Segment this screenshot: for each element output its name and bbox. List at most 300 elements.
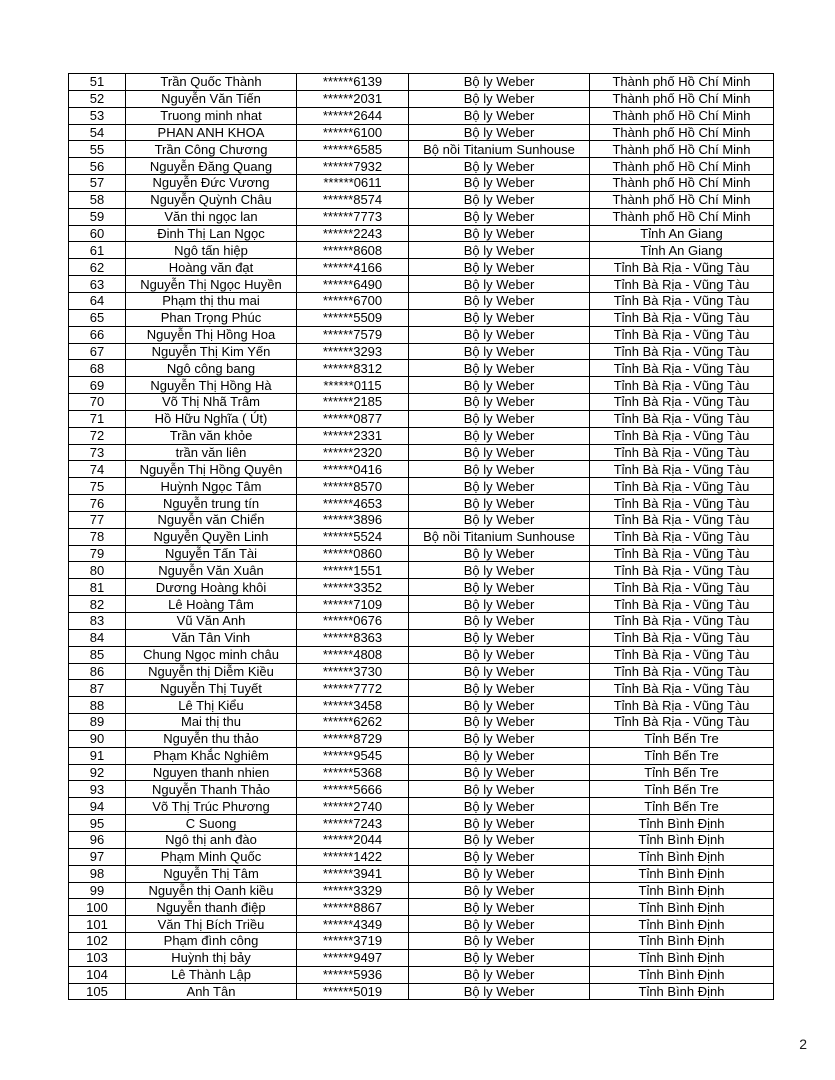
province-cell: Tỉnh Bến Tre — [590, 764, 774, 781]
row-number-cell: 54 — [69, 124, 126, 141]
row-number-cell: 104 — [69, 966, 126, 983]
province-cell: Tỉnh Bà Rịa - Vũng Tàu — [590, 528, 774, 545]
phone-cell: ******2331 — [297, 427, 409, 444]
row-number-cell: 61 — [69, 242, 126, 259]
table-row — [69, 124, 774, 141]
name-cell: Nguyễn Thị Tâm — [126, 865, 297, 882]
prize-cell: Bộ ly Weber — [409, 158, 590, 175]
prize-cell: Bộ ly Weber — [409, 983, 590, 1000]
province-cell: Tỉnh Bến Tre — [590, 798, 774, 815]
phone-cell: ******4653 — [297, 495, 409, 512]
row-number-cell: 57 — [69, 175, 126, 192]
name-cell: Nguyễn Thị Hồng Hà — [126, 377, 297, 394]
prize-cell: Bộ ly Weber — [409, 242, 590, 259]
phone-cell: ******6700 — [297, 292, 409, 309]
phone-cell: ******8363 — [297, 629, 409, 646]
province-cell: Tỉnh Bà Rịa - Vũng Tàu — [590, 377, 774, 394]
province-cell: Tỉnh Bình Định — [590, 865, 774, 882]
province-cell: Tỉnh Bình Định — [590, 966, 774, 983]
row-number-cell: 90 — [69, 730, 126, 747]
phone-cell: ******7773 — [297, 208, 409, 225]
name-cell: Lê Hoàng Tâm — [126, 596, 297, 613]
province-cell: Tỉnh Bà Rịa - Vũng Tàu — [590, 427, 774, 444]
name-cell: Ngô công bang — [126, 360, 297, 377]
table-row — [69, 444, 774, 461]
row-number-cell: 86 — [69, 663, 126, 680]
name-cell: Nguyễn thanh điệp — [126, 899, 297, 916]
province-cell: Thành phố Hồ Chí Minh — [590, 175, 774, 192]
province-cell: Tỉnh Bà Rịa - Vũng Tàu — [590, 613, 774, 630]
prize-cell: Bộ ly Weber — [409, 292, 590, 309]
table-row — [69, 326, 774, 343]
table-row — [69, 343, 774, 360]
phone-cell: ******3896 — [297, 511, 409, 528]
province-cell: Tỉnh Bình Định — [590, 983, 774, 1000]
phone-cell: ******0676 — [297, 613, 409, 630]
row-number-cell: 55 — [69, 141, 126, 158]
name-cell: Chung Ngọc minh châu — [126, 646, 297, 663]
row-number-cell: 51 — [69, 74, 126, 91]
phone-cell: ******8312 — [297, 360, 409, 377]
phone-cell: ******2740 — [297, 798, 409, 815]
row-number-cell: 60 — [69, 225, 126, 242]
phone-cell: ******3293 — [297, 343, 409, 360]
table-row — [69, 225, 774, 242]
phone-cell: ******8570 — [297, 478, 409, 495]
row-number-cell: 58 — [69, 191, 126, 208]
prize-cell: Bộ ly Weber — [409, 831, 590, 848]
name-cell: Dương Hoàng khôi — [126, 579, 297, 596]
name-cell: Trần Quốc Thành — [126, 74, 297, 91]
province-cell: Tỉnh Bến Tre — [590, 781, 774, 798]
row-number-cell: 65 — [69, 309, 126, 326]
phone-cell: ******7932 — [297, 158, 409, 175]
row-number-cell: 100 — [69, 899, 126, 916]
name-cell: Nguyễn Thanh Thảo — [126, 781, 297, 798]
phone-cell: ******2644 — [297, 107, 409, 124]
table-row — [69, 394, 774, 411]
phone-cell: ******1422 — [297, 848, 409, 865]
phone-cell: ******2243 — [297, 225, 409, 242]
phone-cell: ******3329 — [297, 882, 409, 899]
table-row — [69, 74, 774, 91]
table-row — [69, 831, 774, 848]
table-row — [69, 528, 774, 545]
name-cell: Lê Thị Kiểu — [126, 697, 297, 714]
prize-cell: Bộ ly Weber — [409, 899, 590, 916]
table-row — [69, 714, 774, 731]
prize-cell: Bộ ly Weber — [409, 798, 590, 815]
row-number-cell: 103 — [69, 949, 126, 966]
name-cell: Nguyễn thu thảo — [126, 730, 297, 747]
winners-table-body — [69, 74, 774, 1000]
name-cell: C Suong — [126, 815, 297, 832]
winners-table — [68, 73, 774, 1000]
row-number-cell: 96 — [69, 831, 126, 848]
table-row — [69, 865, 774, 882]
name-cell: Lê Thành Lập — [126, 966, 297, 983]
row-number-cell: 75 — [69, 478, 126, 495]
table-row — [69, 141, 774, 158]
prize-cell: Bộ ly Weber — [409, 360, 590, 377]
table-row — [69, 410, 774, 427]
province-cell: Tỉnh Bà Rịa - Vũng Tàu — [590, 410, 774, 427]
table-row — [69, 798, 774, 815]
prize-cell: Bộ ly Weber — [409, 326, 590, 343]
prize-cell: Bộ ly Weber — [409, 90, 590, 107]
province-cell: Thành phố Hồ Chí Minh — [590, 74, 774, 91]
prize-cell: Bộ ly Weber — [409, 697, 590, 714]
name-cell: Nguyễn văn Chiển — [126, 511, 297, 528]
prize-cell: Bộ ly Weber — [409, 848, 590, 865]
table-row — [69, 579, 774, 596]
name-cell: Mai thị thu — [126, 714, 297, 731]
table-row — [69, 966, 774, 983]
row-number-cell: 105 — [69, 983, 126, 1000]
row-number-cell: 95 — [69, 815, 126, 832]
province-cell: Thành phố Hồ Chí Minh — [590, 141, 774, 158]
phone-cell: ******3719 — [297, 933, 409, 950]
row-number-cell: 97 — [69, 848, 126, 865]
name-cell: Nguyễn Đức Vương — [126, 175, 297, 192]
prize-cell: Bộ ly Weber — [409, 410, 590, 427]
prize-cell: Bộ ly Weber — [409, 343, 590, 360]
province-cell: Tỉnh Bình Định — [590, 815, 774, 832]
table-row — [69, 242, 774, 259]
row-number-cell: 93 — [69, 781, 126, 798]
table-row — [69, 478, 774, 495]
name-cell: Truong minh nhat — [126, 107, 297, 124]
phone-cell: ******7579 — [297, 326, 409, 343]
table-row — [69, 680, 774, 697]
phone-cell: ******5666 — [297, 781, 409, 798]
name-cell: Nguyễn Thị Ngọc Huyền — [126, 276, 297, 293]
province-cell: Tỉnh Bà Rịa - Vũng Tàu — [590, 646, 774, 663]
prize-cell: Bộ ly Weber — [409, 394, 590, 411]
prize-cell: Bộ ly Weber — [409, 107, 590, 124]
table-row — [69, 646, 774, 663]
row-number-cell: 76 — [69, 495, 126, 512]
phone-cell: ******6490 — [297, 276, 409, 293]
name-cell: Văn Tân Vinh — [126, 629, 297, 646]
name-cell: Phạm thị thu mai — [126, 292, 297, 309]
name-cell: Nguyễn Thị Kim Yến — [126, 343, 297, 360]
prize-cell: Bộ ly Weber — [409, 427, 590, 444]
phone-cell: ******8867 — [297, 899, 409, 916]
province-cell: Tỉnh Bà Rịa - Vũng Tàu — [590, 596, 774, 613]
table-row — [69, 107, 774, 124]
phone-cell: ******8729 — [297, 730, 409, 747]
row-number-cell: 102 — [69, 933, 126, 950]
name-cell: Nguyễn Văn Xuân — [126, 562, 297, 579]
name-cell: Nguyễn Thị Hồng Quyên — [126, 461, 297, 478]
table-row — [69, 933, 774, 950]
phone-cell: ******5936 — [297, 966, 409, 983]
phone-cell: ******0860 — [297, 545, 409, 562]
table-row — [69, 175, 774, 192]
prize-cell: Bộ ly Weber — [409, 461, 590, 478]
phone-cell: ******2044 — [297, 831, 409, 848]
prize-cell: Bộ ly Weber — [409, 865, 590, 882]
name-cell: Nguyễn Thị Tuyết — [126, 680, 297, 697]
phone-cell: ******1551 — [297, 562, 409, 579]
prize-cell: Bộ ly Weber — [409, 495, 590, 512]
name-cell: trần văn liên — [126, 444, 297, 461]
prize-cell: Bộ ly Weber — [409, 596, 590, 613]
table-row — [69, 815, 774, 832]
table-row — [69, 360, 774, 377]
prize-cell: Bộ nồi Titanium Sunhouse — [409, 528, 590, 545]
row-number-cell: 71 — [69, 410, 126, 427]
province-cell: Tỉnh Bà Rịa - Vũng Tàu — [590, 714, 774, 731]
name-cell: Ngô thị anh đào — [126, 831, 297, 848]
name-cell: Nguyễn Thị Hồng Hoa — [126, 326, 297, 343]
table-row — [69, 764, 774, 781]
prize-cell: Bộ ly Weber — [409, 966, 590, 983]
name-cell: Huỳnh thị bảy — [126, 949, 297, 966]
prize-cell: Bộ ly Weber — [409, 545, 590, 562]
prize-cell: Bộ ly Weber — [409, 764, 590, 781]
phone-cell: ******5368 — [297, 764, 409, 781]
name-cell: Vũ Văn Anh — [126, 613, 297, 630]
phone-cell: ******3730 — [297, 663, 409, 680]
phone-cell: ******0877 — [297, 410, 409, 427]
province-cell: Tỉnh Bà Rịa - Vũng Tàu — [590, 444, 774, 461]
province-cell: Tỉnh Bà Rịa - Vũng Tàu — [590, 680, 774, 697]
province-cell: Tỉnh Bà Rịa - Vũng Tàu — [590, 292, 774, 309]
table-row — [69, 461, 774, 478]
prize-cell: Bộ ly Weber — [409, 781, 590, 798]
table-row — [69, 916, 774, 933]
phone-cell: ******6262 — [297, 714, 409, 731]
phone-cell: ******4349 — [297, 916, 409, 933]
table-row — [69, 629, 774, 646]
row-number-cell: 59 — [69, 208, 126, 225]
name-cell: Nguyễn thị Diễm Kiều — [126, 663, 297, 680]
province-cell: Tỉnh Bà Rịa - Vũng Tàu — [590, 495, 774, 512]
phone-cell: ******5524 — [297, 528, 409, 545]
phone-cell: ******7772 — [297, 680, 409, 697]
table-row — [69, 427, 774, 444]
prize-cell: Bộ ly Weber — [409, 629, 590, 646]
prize-cell: Bộ ly Weber — [409, 478, 590, 495]
prize-cell: Bộ ly Weber — [409, 208, 590, 225]
province-cell: Tỉnh Bà Rịa - Vũng Tàu — [590, 511, 774, 528]
province-cell: Thành phố Hồ Chí Minh — [590, 208, 774, 225]
table-row — [69, 781, 774, 798]
province-cell: Tỉnh Bình Định — [590, 848, 774, 865]
phone-cell: ******9545 — [297, 747, 409, 764]
phone-cell: ******8574 — [297, 191, 409, 208]
row-number-cell: 53 — [69, 107, 126, 124]
table-row — [69, 158, 774, 175]
table-row — [69, 495, 774, 512]
province-cell: Tỉnh Bà Rịa - Vũng Tàu — [590, 478, 774, 495]
row-number-cell: 89 — [69, 714, 126, 731]
row-number-cell: 99 — [69, 882, 126, 899]
table-row — [69, 730, 774, 747]
row-number-cell: 83 — [69, 613, 126, 630]
name-cell: Trần Công Chương — [126, 141, 297, 158]
prize-cell: Bộ ly Weber — [409, 815, 590, 832]
table-row — [69, 596, 774, 613]
prize-cell: Bộ ly Weber — [409, 933, 590, 950]
table-row — [69, 983, 774, 1000]
row-number-cell: 66 — [69, 326, 126, 343]
prize-cell: Bộ ly Weber — [409, 916, 590, 933]
row-number-cell: 98 — [69, 865, 126, 882]
row-number-cell: 88 — [69, 697, 126, 714]
province-cell: Thành phố Hồ Chí Minh — [590, 191, 774, 208]
row-number-cell: 94 — [69, 798, 126, 815]
prize-cell: Bộ ly Weber — [409, 276, 590, 293]
name-cell: Hồ Hữu Nghĩa ( Út) — [126, 410, 297, 427]
phone-cell: ******6100 — [297, 124, 409, 141]
prize-cell: Bộ ly Weber — [409, 309, 590, 326]
table-row — [69, 613, 774, 630]
page-number: 2 — [799, 1036, 807, 1052]
phone-cell: ******6139 — [297, 74, 409, 91]
table-row — [69, 848, 774, 865]
table-row — [69, 511, 774, 528]
name-cell: Võ Thị Trúc Phương — [126, 798, 297, 815]
row-number-cell: 52 — [69, 90, 126, 107]
row-number-cell: 67 — [69, 343, 126, 360]
name-cell: Nguyễn Tấn Tài — [126, 545, 297, 562]
row-number-cell: 74 — [69, 461, 126, 478]
row-number-cell: 91 — [69, 747, 126, 764]
province-cell: Tỉnh Bà Rịa - Vũng Tàu — [590, 360, 774, 377]
province-cell: Tỉnh Bà Rịa - Vũng Tàu — [590, 394, 774, 411]
table-row — [69, 208, 774, 225]
row-number-cell: 69 — [69, 377, 126, 394]
table-row — [69, 292, 774, 309]
name-cell: Trần văn khỏe — [126, 427, 297, 444]
name-cell: Văn Thị Bích Triều — [126, 916, 297, 933]
name-cell: Đinh Thị Lan Ngọc — [126, 225, 297, 242]
province-cell: Tỉnh Bà Rịa - Vũng Tàu — [590, 545, 774, 562]
prize-cell: Bộ ly Weber — [409, 730, 590, 747]
table-row — [69, 90, 774, 107]
name-cell: Hoàng văn đạt — [126, 259, 297, 276]
phone-cell: ******5509 — [297, 309, 409, 326]
table-row — [69, 949, 774, 966]
name-cell: Nguyễn thị Oanh kiều — [126, 882, 297, 899]
table-row — [69, 377, 774, 394]
phone-cell: ******2031 — [297, 90, 409, 107]
prize-cell: Bộ ly Weber — [409, 663, 590, 680]
province-cell: Tỉnh Bình Định — [590, 899, 774, 916]
province-cell: Tỉnh Bến Tre — [590, 730, 774, 747]
phone-cell: ******4166 — [297, 259, 409, 276]
province-cell: Thành phố Hồ Chí Minh — [590, 107, 774, 124]
row-number-cell: 85 — [69, 646, 126, 663]
province-cell: Tỉnh Bà Rịa - Vũng Tàu — [590, 579, 774, 596]
row-number-cell: 73 — [69, 444, 126, 461]
name-cell: Phạm Khắc Nghiêm — [126, 747, 297, 764]
prize-cell: Bộ ly Weber — [409, 747, 590, 764]
name-cell: Phạm đình công — [126, 933, 297, 950]
name-cell: Nguyễn Quỳnh Châu — [126, 191, 297, 208]
name-cell: Văn thi ngọc lan — [126, 208, 297, 225]
prize-cell: Bộ ly Weber — [409, 225, 590, 242]
province-cell: Tỉnh Bình Định — [590, 882, 774, 899]
prize-cell: Bộ ly Weber — [409, 259, 590, 276]
phone-cell: ******7109 — [297, 596, 409, 613]
row-number-cell: 79 — [69, 545, 126, 562]
prize-cell: Bộ ly Weber — [409, 444, 590, 461]
phone-cell: ******0416 — [297, 461, 409, 478]
province-cell: Tỉnh Bà Rịa - Vũng Tàu — [590, 343, 774, 360]
row-number-cell: 101 — [69, 916, 126, 933]
prize-cell: Bộ ly Weber — [409, 882, 590, 899]
name-cell: Anh Tân — [126, 983, 297, 1000]
phone-cell: ******9497 — [297, 949, 409, 966]
phone-cell: ******3941 — [297, 865, 409, 882]
table-row — [69, 747, 774, 764]
name-cell: Phan Trọng Phúc — [126, 309, 297, 326]
prize-cell: Bộ ly Weber — [409, 511, 590, 528]
prize-cell: Bộ ly Weber — [409, 949, 590, 966]
prize-cell: Bộ ly Weber — [409, 562, 590, 579]
name-cell: Phạm Minh Quốc — [126, 848, 297, 865]
name-cell: Nguyễn trung tín — [126, 495, 297, 512]
table-row — [69, 899, 774, 916]
row-number-cell: 87 — [69, 680, 126, 697]
phone-cell: ******3458 — [297, 697, 409, 714]
prize-cell: Bộ ly Weber — [409, 74, 590, 91]
row-number-cell: 84 — [69, 629, 126, 646]
province-cell: Tỉnh Bà Rịa - Vũng Tàu — [590, 562, 774, 579]
province-cell: Tỉnh Bà Rịa - Vũng Tàu — [590, 309, 774, 326]
province-cell: Tỉnh Bà Rịa - Vũng Tàu — [590, 697, 774, 714]
prize-cell: Bộ ly Weber — [409, 646, 590, 663]
phone-cell: ******4808 — [297, 646, 409, 663]
row-number-cell: 68 — [69, 360, 126, 377]
row-number-cell: 72 — [69, 427, 126, 444]
name-cell: Huỳnh Ngọc Tâm — [126, 478, 297, 495]
table-row — [69, 276, 774, 293]
prize-cell: Bộ ly Weber — [409, 175, 590, 192]
row-number-cell: 78 — [69, 528, 126, 545]
table-row — [69, 309, 774, 326]
prize-cell: Bộ ly Weber — [409, 377, 590, 394]
province-cell: Tỉnh Bình Định — [590, 949, 774, 966]
row-number-cell: 63 — [69, 276, 126, 293]
table-row — [69, 259, 774, 276]
phone-cell: ******2185 — [297, 394, 409, 411]
prize-cell: Bộ ly Weber — [409, 613, 590, 630]
prize-cell: Bộ ly Weber — [409, 579, 590, 596]
row-number-cell: 64 — [69, 292, 126, 309]
row-number-cell: 92 — [69, 764, 126, 781]
province-cell: Tỉnh Bình Định — [590, 916, 774, 933]
name-cell: Nguyễn Quyền Linh — [126, 528, 297, 545]
province-cell: Thành phố Hồ Chí Minh — [590, 158, 774, 175]
phone-cell: ******5019 — [297, 983, 409, 1000]
province-cell: Tỉnh Bà Rịa - Vũng Tàu — [590, 629, 774, 646]
row-number-cell: 56 — [69, 158, 126, 175]
phone-cell: ******0611 — [297, 175, 409, 192]
prize-cell: Bộ ly Weber — [409, 124, 590, 141]
name-cell: Nguyễn Văn Tiến — [126, 90, 297, 107]
province-cell: Thành phố Hồ Chí Minh — [590, 124, 774, 141]
row-number-cell: 82 — [69, 596, 126, 613]
province-cell: Thành phố Hồ Chí Minh — [590, 90, 774, 107]
row-number-cell: 81 — [69, 579, 126, 596]
province-cell: Tỉnh Bà Rịa - Vũng Tàu — [590, 276, 774, 293]
prize-cell: Bộ ly Weber — [409, 191, 590, 208]
